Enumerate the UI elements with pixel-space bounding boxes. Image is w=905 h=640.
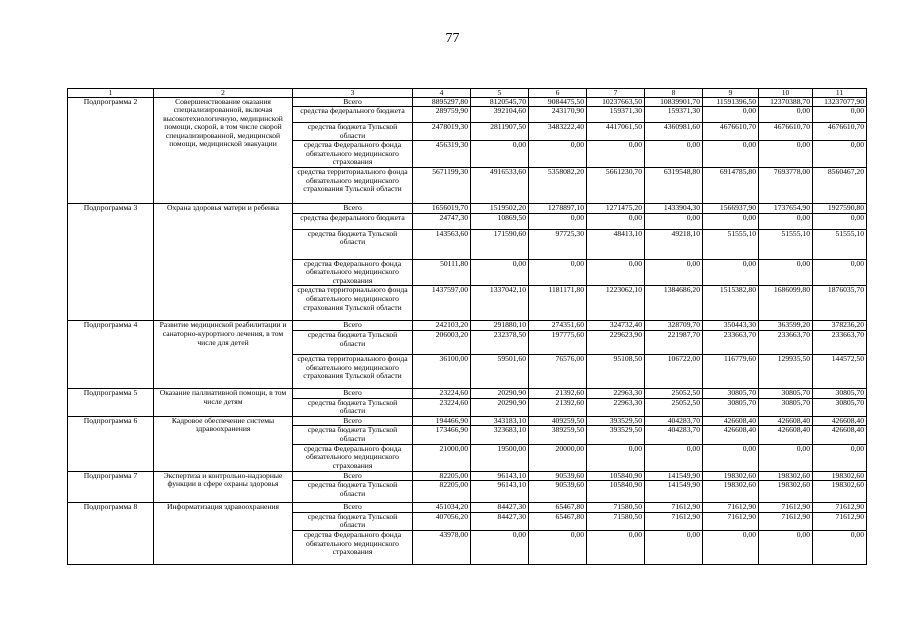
funding-source: средства Федерального фонда обязательного медицинского страхования — [293, 530, 413, 564]
amount-cell: 0,00 — [759, 259, 813, 286]
amount-cell: 0,00 — [813, 107, 867, 123]
amount-cell: 116779,60 — [703, 355, 759, 389]
amount-cell: 71612,90 — [645, 503, 703, 513]
amount-cell: 198302,60 — [703, 481, 759, 503]
amount-cell: 24747,30 — [413, 213, 471, 229]
amount-cell: 6319548,80 — [645, 168, 703, 204]
amount-cell: 343183,10 — [471, 416, 529, 426]
amount-cell: 21392,60 — [529, 398, 587, 416]
subprogram-name: Оказание паллиативной помощи, в том числе детям — [154, 389, 293, 417]
funding-source: средства Федерального фонда обязательного медицинского страхования — [293, 444, 413, 471]
amount-cell: 0,00 — [703, 444, 759, 471]
amount-cell: 105840,90 — [587, 471, 645, 481]
amount-cell: 1437597,00 — [413, 286, 471, 321]
amount-cell: 82205,00 — [413, 471, 471, 481]
amount-cell: 393529,50 — [587, 416, 645, 426]
funding-source: Всего — [293, 204, 413, 214]
amount-cell: 0,00 — [813, 213, 867, 229]
column-number-cell: 7 — [587, 89, 645, 98]
amount-cell: 198302,60 — [813, 471, 867, 481]
amount-cell: 141549,90 — [645, 481, 703, 503]
amount-cell: 0,00 — [759, 107, 813, 123]
amount-cell: 426608,40 — [703, 416, 759, 426]
column-number-cell: 4 — [413, 89, 471, 98]
column-number-cell: 5 — [471, 89, 529, 98]
amount-cell: 233663,70 — [759, 331, 813, 355]
amount-cell: 2478019,30 — [413, 123, 471, 141]
amount-cell: 389259,50 — [529, 426, 587, 444]
amount-cell: 0,00 — [703, 530, 759, 564]
amount-cell: 426608,40 — [759, 416, 813, 426]
amount-cell: 2811907,50 — [471, 123, 529, 141]
amount-cell: 243170,90 — [529, 107, 587, 123]
amount-cell: 96143,10 — [471, 471, 529, 481]
amount-cell: 229623,90 — [587, 331, 645, 355]
funding-source: Всего — [293, 389, 413, 399]
subprogram-label: Подпрограмма 3 — [68, 204, 154, 321]
amount-cell: 30805,70 — [759, 398, 813, 416]
amount-cell: 324732,40 — [587, 321, 645, 331]
subprogram-label: Подпрограмма 7 — [68, 471, 154, 503]
amount-cell: 0,00 — [471, 530, 529, 564]
amount-cell: 71612,90 — [645, 512, 703, 530]
amount-cell: 0,00 — [471, 259, 529, 286]
amount-cell: 232378,50 — [471, 331, 529, 355]
subprogram-name: Развитие медицинской реабилитации и санаторно-курортного лечения, в том числе для детей — [154, 321, 293, 389]
amount-cell: 22963,30 — [587, 389, 645, 399]
funding-source: средства территориального фонда обязательного медицинского страхования Тульской области — [293, 355, 413, 389]
amount-cell: 5358082,20 — [529, 168, 587, 204]
subprogram-label: Подпрограмма 4 — [68, 321, 154, 389]
table-row — [68, 503, 867, 513]
amount-cell: 1519502,20 — [471, 204, 529, 214]
amount-cell: 0,00 — [759, 141, 813, 168]
amount-cell: 426608,40 — [703, 426, 759, 444]
amount-cell: 71612,90 — [759, 503, 813, 513]
amount-cell: 0,00 — [703, 259, 759, 286]
column-number-cell: 1 — [68, 89, 154, 98]
amount-cell: 50111,80 — [413, 259, 471, 286]
amount-cell: 59501,60 — [471, 355, 529, 389]
amount-cell: 0,00 — [813, 444, 867, 471]
amount-cell: 0,00 — [703, 141, 759, 168]
amount-cell: 76576,00 — [529, 355, 587, 389]
amount-cell: 0,00 — [759, 444, 813, 471]
amount-cell: 97725,30 — [529, 229, 587, 259]
amount-cell: 106722,00 — [645, 355, 703, 389]
amount-cell: 0,00 — [645, 213, 703, 229]
amount-cell: 221987,70 — [645, 331, 703, 355]
amount-cell: 0,00 — [529, 141, 587, 168]
amount-cell: 0,00 — [587, 141, 645, 168]
amount-cell: 0,00 — [645, 141, 703, 168]
funding-source: средства федерального бюджета — [293, 213, 413, 229]
funding-source: средства бюджета Тульской области — [293, 229, 413, 259]
table-row — [68, 389, 867, 399]
amount-cell: 159371,30 — [587, 107, 645, 123]
amount-cell: 1686099,80 — [759, 286, 813, 321]
amount-cell: 0,00 — [703, 213, 759, 229]
column-number-row — [68, 89, 867, 98]
amount-cell: 143563,60 — [413, 229, 471, 259]
column-number-cell: 6 — [529, 89, 587, 98]
amount-cell: 0,00 — [813, 259, 867, 286]
funding-source: средства бюджета Тульской области — [293, 512, 413, 530]
amount-cell: 1384686,20 — [645, 286, 703, 321]
funding-source: средства Федерального фонда обязательного медицинского страхования — [293, 141, 413, 168]
funding-source: Всего — [293, 321, 413, 331]
amount-cell: 30805,70 — [703, 398, 759, 416]
amount-cell: 96143,10 — [471, 481, 529, 503]
amount-cell: 11591396,50 — [703, 97, 759, 107]
amount-cell: 0,00 — [529, 259, 587, 286]
amount-cell: 71612,90 — [813, 503, 867, 513]
column-number-cell: 11 — [813, 89, 867, 98]
amount-cell: 1876035,70 — [813, 286, 867, 321]
amount-cell: 65467,80 — [529, 503, 587, 513]
funding-source: средства федерального бюджета — [293, 107, 413, 123]
funding-source: Всего — [293, 471, 413, 481]
amount-cell: 0,00 — [529, 213, 587, 229]
table-row — [68, 97, 867, 107]
amount-cell: 0,00 — [759, 213, 813, 229]
amount-cell: 9084475,50 — [529, 97, 587, 107]
amount-cell: 6914785,80 — [703, 168, 759, 204]
funding-source: средства Федерального фонда обязательного медицинского страхования — [293, 259, 413, 286]
amount-cell: 4360981,60 — [645, 123, 703, 141]
amount-cell: 1737654,90 — [759, 204, 813, 214]
amount-cell: 8560467,20 — [813, 168, 867, 204]
amount-cell: 4417061,50 — [587, 123, 645, 141]
amount-cell: 404283,70 — [645, 416, 703, 426]
subprogram-label: Подпрограмма 5 — [68, 389, 154, 417]
amount-cell: 7693778,00 — [759, 168, 813, 204]
amount-cell: 20290,90 — [471, 398, 529, 416]
amount-cell: 289759,90 — [413, 107, 471, 123]
amount-cell: 378236,20 — [813, 321, 867, 331]
amount-cell: 171590,60 — [471, 229, 529, 259]
subprogram-label: Подпрограмма 8 — [68, 503, 154, 565]
amount-cell: 5671199,30 — [413, 168, 471, 204]
column-number-cell: 8 — [645, 89, 703, 98]
amount-cell: 198302,60 — [703, 471, 759, 481]
amount-cell: 71612,90 — [703, 503, 759, 513]
amount-cell: 71612,90 — [759, 512, 813, 530]
amount-cell: 51555,10 — [813, 229, 867, 259]
amount-cell: 456319,30 — [413, 141, 471, 168]
amount-cell: 426608,40 — [759, 426, 813, 444]
amount-cell: 10869,50 — [471, 213, 529, 229]
amount-cell: 0,00 — [759, 530, 813, 564]
amount-cell: 323683,10 — [471, 426, 529, 444]
amount-cell: 407056,20 — [413, 512, 471, 530]
amount-cell: 328709,70 — [645, 321, 703, 331]
amount-cell: 90539,60 — [529, 481, 587, 503]
amount-cell: 0,00 — [587, 530, 645, 564]
amount-cell: 71612,90 — [813, 512, 867, 530]
amount-cell: 19500,00 — [471, 444, 529, 471]
amount-cell: 82205,00 — [413, 481, 471, 503]
subprogram-label: Подпрограмма 2 — [68, 97, 154, 204]
page-number: 77 — [445, 31, 460, 46]
amount-cell: 30805,70 — [813, 398, 867, 416]
table-row — [68, 204, 867, 214]
column-number-cell: 10 — [759, 89, 813, 98]
amount-cell: 0,00 — [645, 530, 703, 564]
amount-cell: 65467,80 — [529, 512, 587, 530]
amount-cell: 129935,50 — [759, 355, 813, 389]
amount-cell: 197775,60 — [529, 331, 587, 355]
amount-cell: 4676610,70 — [759, 123, 813, 141]
subprogram-name: Экспертиза и контрольно-надзорные функции в сфере охраны здоровья — [154, 471, 293, 503]
amount-cell: 0,00 — [587, 213, 645, 229]
amount-cell: 233663,70 — [813, 331, 867, 355]
amount-cell: 10839901,70 — [645, 97, 703, 107]
amount-cell: 1656019,70 — [413, 204, 471, 214]
funding-source: средства бюджета Тульской области — [293, 481, 413, 503]
amount-cell: 4916533,60 — [471, 168, 529, 204]
amount-cell: 1337042,10 — [471, 286, 529, 321]
amount-cell: 173466,90 — [413, 426, 471, 444]
subprogram-name: Охрана здоровья матери и ребенка — [154, 204, 293, 321]
amount-cell: 105840,90 — [587, 481, 645, 503]
budget-table — [67, 88, 867, 565]
amount-cell: 90539,60 — [529, 471, 587, 481]
amount-cell: 30805,70 — [759, 389, 813, 399]
amount-cell: 5661230,70 — [587, 168, 645, 204]
amount-cell: 21000,00 — [413, 444, 471, 471]
amount-cell: 242103,20 — [413, 321, 471, 331]
amount-cell: 95108,50 — [587, 355, 645, 389]
amount-cell: 363599,20 — [759, 321, 813, 331]
funding-source: средства бюджета Тульской области — [293, 398, 413, 416]
amount-cell: 4676610,70 — [813, 123, 867, 141]
amount-cell: 48413,10 — [587, 229, 645, 259]
amount-cell: 393529,50 — [587, 426, 645, 444]
amount-cell: 49218,10 — [645, 229, 703, 259]
amount-cell: 0,00 — [703, 107, 759, 123]
amount-cell: 144572,50 — [813, 355, 867, 389]
amount-cell: 1927590,80 — [813, 204, 867, 214]
amount-cell: 25052,50 — [645, 398, 703, 416]
subprogram-name: Кадровое обеспечение системы здравоохранения — [154, 416, 293, 471]
amount-cell: 43978,00 — [413, 530, 471, 564]
amount-cell: 291880,10 — [471, 321, 529, 331]
amount-cell: 0,00 — [813, 141, 867, 168]
funding-source: средства бюджета Тульской области — [293, 426, 413, 444]
amount-cell: 1223062,10 — [587, 286, 645, 321]
column-number-cell: 9 — [703, 89, 759, 98]
amount-cell: 1278897,10 — [529, 204, 587, 214]
amount-cell: 51555,10 — [759, 229, 813, 259]
amount-cell: 36100,00 — [413, 355, 471, 389]
amount-cell: 20290,90 — [471, 389, 529, 399]
amount-cell: 194466,90 — [413, 416, 471, 426]
amount-cell: 84427,30 — [471, 503, 529, 513]
funding-source: Всего — [293, 97, 413, 107]
column-number-cell: 3 — [293, 89, 413, 98]
amount-cell: 71580,50 — [587, 512, 645, 530]
amount-cell: 0,00 — [529, 530, 587, 564]
funding-source: Всего — [293, 416, 413, 426]
amount-cell: 4676610,70 — [703, 123, 759, 141]
subprogram-name: Информатизация здравоохранения — [154, 503, 293, 565]
funding-source: средства бюджета Тульской области — [293, 123, 413, 141]
amount-cell: 451034,20 — [413, 503, 471, 513]
amount-cell: 159371,30 — [645, 107, 703, 123]
amount-cell: 426608,40 — [813, 416, 867, 426]
amount-cell: 0,00 — [587, 259, 645, 286]
amount-cell: 12370388,70 — [759, 97, 813, 107]
amount-cell: 84427,30 — [471, 512, 529, 530]
amount-cell: 392104,60 — [471, 107, 529, 123]
amount-cell: 426608,40 — [813, 426, 867, 444]
funding-source: Всего — [293, 503, 413, 513]
amount-cell: 8120545,70 — [471, 97, 529, 107]
funding-source: средства бюджета Тульской области — [293, 331, 413, 355]
amount-cell: 1271475,20 — [587, 204, 645, 214]
funding-source: средства территориального фонда обязательного медицинского страхования Тульской области — [293, 286, 413, 321]
amount-cell: 1433904,30 — [645, 204, 703, 214]
amount-cell: 22963,30 — [587, 398, 645, 416]
amount-cell: 23224,60 — [413, 389, 471, 399]
column-number-cell: 2 — [154, 89, 293, 98]
amount-cell: 23224,60 — [413, 398, 471, 416]
amount-cell: 21392,60 — [529, 389, 587, 399]
amount-cell: 30805,70 — [703, 389, 759, 399]
subprogram-label: Подпрограмма 6 — [68, 416, 154, 471]
amount-cell: 0,00 — [471, 141, 529, 168]
amount-cell: 404283,70 — [645, 426, 703, 444]
funding-source: средства территориального фонда обязательного медицинского страхования Тульской области — [293, 168, 413, 204]
table-body — [68, 89, 867, 565]
table-row — [68, 471, 867, 481]
amount-cell: 3483222,40 — [529, 123, 587, 141]
amount-cell: 71580,50 — [587, 503, 645, 513]
table-row — [68, 416, 867, 426]
amount-cell: 274351,60 — [529, 321, 587, 331]
amount-cell: 1515382,80 — [703, 286, 759, 321]
amount-cell: 409259,50 — [529, 416, 587, 426]
amount-cell: 350443,30 — [703, 321, 759, 331]
amount-cell: 206003,20 — [413, 331, 471, 355]
amount-cell: 0,00 — [813, 530, 867, 564]
amount-cell: 0,00 — [587, 444, 645, 471]
amount-cell: 198302,60 — [759, 471, 813, 481]
amount-cell: 198302,60 — [759, 481, 813, 503]
amount-cell: 13237077,90 — [813, 97, 867, 107]
amount-cell: 233663,70 — [703, 331, 759, 355]
amount-cell: 10237663,50 — [587, 97, 645, 107]
amount-cell: 51555,10 — [703, 229, 759, 259]
amount-cell: 8895297,80 — [413, 97, 471, 107]
amount-cell: 0,00 — [645, 444, 703, 471]
amount-cell: 0,00 — [645, 259, 703, 286]
amount-cell: 141549,90 — [645, 471, 703, 481]
amount-cell: 71612,90 — [703, 512, 759, 530]
amount-cell: 1181171,80 — [529, 286, 587, 321]
amount-cell: 30805,70 — [813, 389, 867, 399]
amount-cell: 1566937,90 — [703, 204, 759, 214]
amount-cell: 25052,50 — [645, 389, 703, 399]
amount-cell: 198302,60 — [813, 481, 867, 503]
subprogram-name: Совершенствование оказания специализированной, включая высокотехнологичную, медицинской помощи, скорой, в том числе скорой специализированной, медицинской помощи, медицинской эвакуации — [154, 97, 293, 204]
table-row — [68, 321, 867, 331]
amount-cell: 20000,00 — [529, 444, 587, 471]
